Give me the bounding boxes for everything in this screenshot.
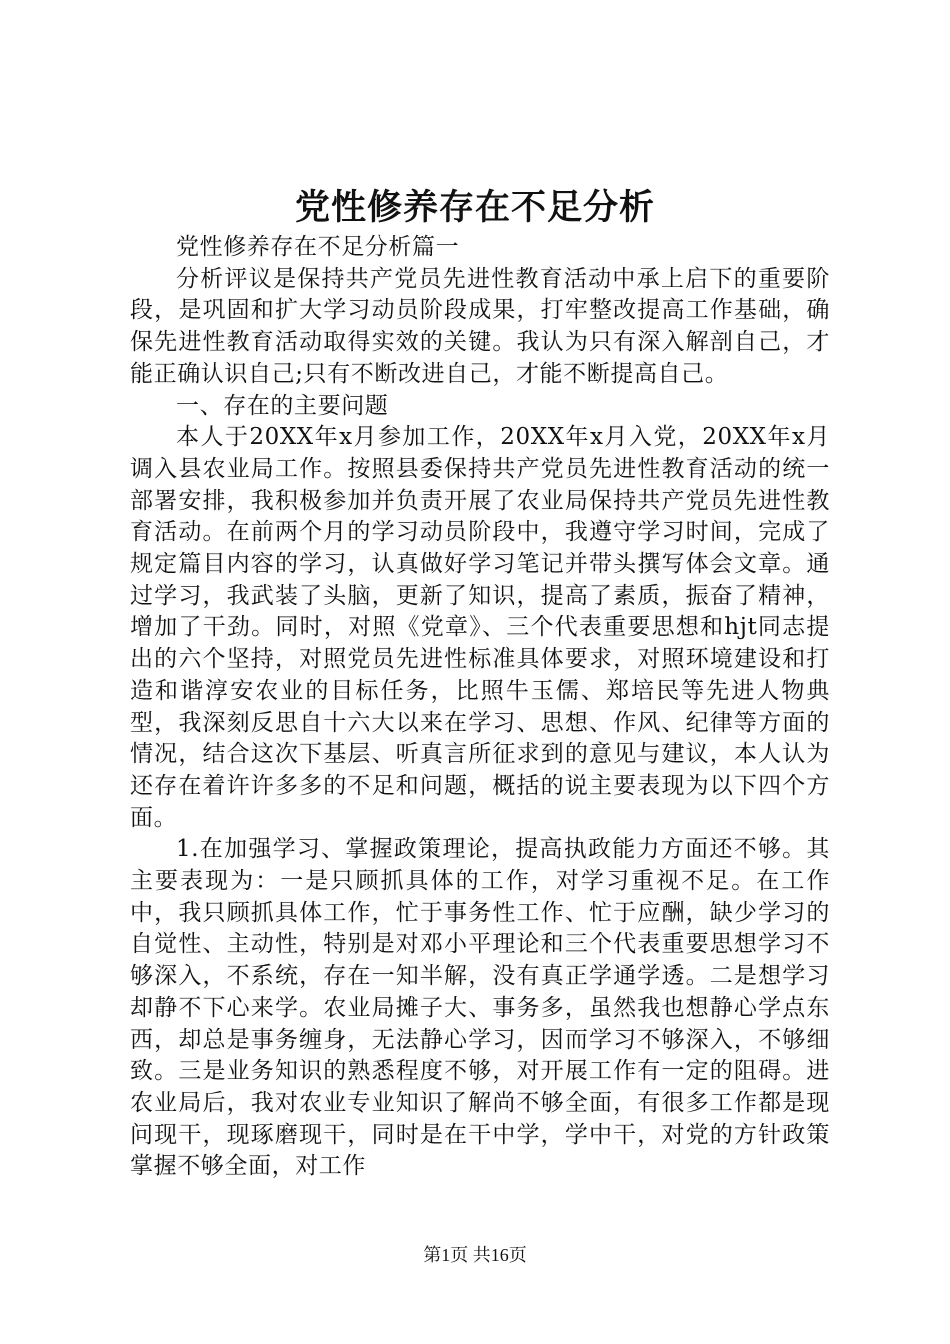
document-body (130, 232, 830, 1183)
section-heading-part-one: 党性修养存在不足分析篇一 (176, 234, 460, 260)
intro-paragraph: 分析评议是保持共产党员先进性教育活动中承上启下的重要阶段，是巩固和扩大学习动员阶段成果，打牢整改提高工作基础，确保先进性教育活动取得实效的关键。我认为只有深入解剖自己，才能正确认识自己;只有不断改进自己，才能不断提高自己。 (130, 265, 830, 387)
section-heading-main-problems: 一、存在的主要问题 (176, 392, 389, 419)
document-title: 党性修养存在不足分析 (294, 188, 655, 228)
problem-one-paragraph: 1.在加强学习、掌握政策理论，提高执政能力方面还不够。其主要表现为：一是只顾抓具体的工作，对学习重视不足。在工作中，我只顾抓具体工作，忙于事务性工作、忙于应酬，缺少学习的自觉性、主动性，特别是对邓小平理论和三个代表重要思想学习不够深入，不系统，存在一知半解，没有真正学通学透。二是想学习却静不下心来学。农业局摊子大、事务多，虽然我也想静心学点东西，却总是事务缠身，无法静心学习，因而学习不够深入，不够细致。三是业务知识的熟悉程度不够，对开展工作有一定的阻碍。进农业局后，我对农业专业知识了解尚不够全面，有很多工作都是现问现干，现琢磨现干，同时是在干中学，学中干，对党的方针政策掌握不够全面，对工作 (130, 836, 830, 1180)
page-number-footer: 第1页 共16页 (423, 1245, 527, 1265)
background-paragraph: 本人于20XX年x月参加工作，20XX年x月入党，20XX年x月调入县农业局工作。按照县委保持共产党员先进性教育活动的统一部署安排，我积极参加并负责开展了农业局保持共产党员先进性教育活动。在前两个月的学习动员阶段中，我遵守学习时间，完成了规定篇目内容的学习，认真做好学习笔记并带头撰写体会文章。通过学习，我武装了头脑，更新了知识，提高了素质，振奋了精神，增加了干劲。同时，对照《党章》、三个代表重要思想和hjt同志提出的六个坚持，对照党员先进性标准具体要求，对照环境建设和打造和谐淳安农业的目标任务，比照牛玉儒、郑培民等先进人物典型，我深刻反思自十六大以来在学习、思想、作风、纪律等方面的情况，结合这次下基层、听真言所征求到的意见与建议，本人认为还存在着许许多多的不足和问题，概括的说主要表现为以下四个方面。 (130, 424, 830, 831)
